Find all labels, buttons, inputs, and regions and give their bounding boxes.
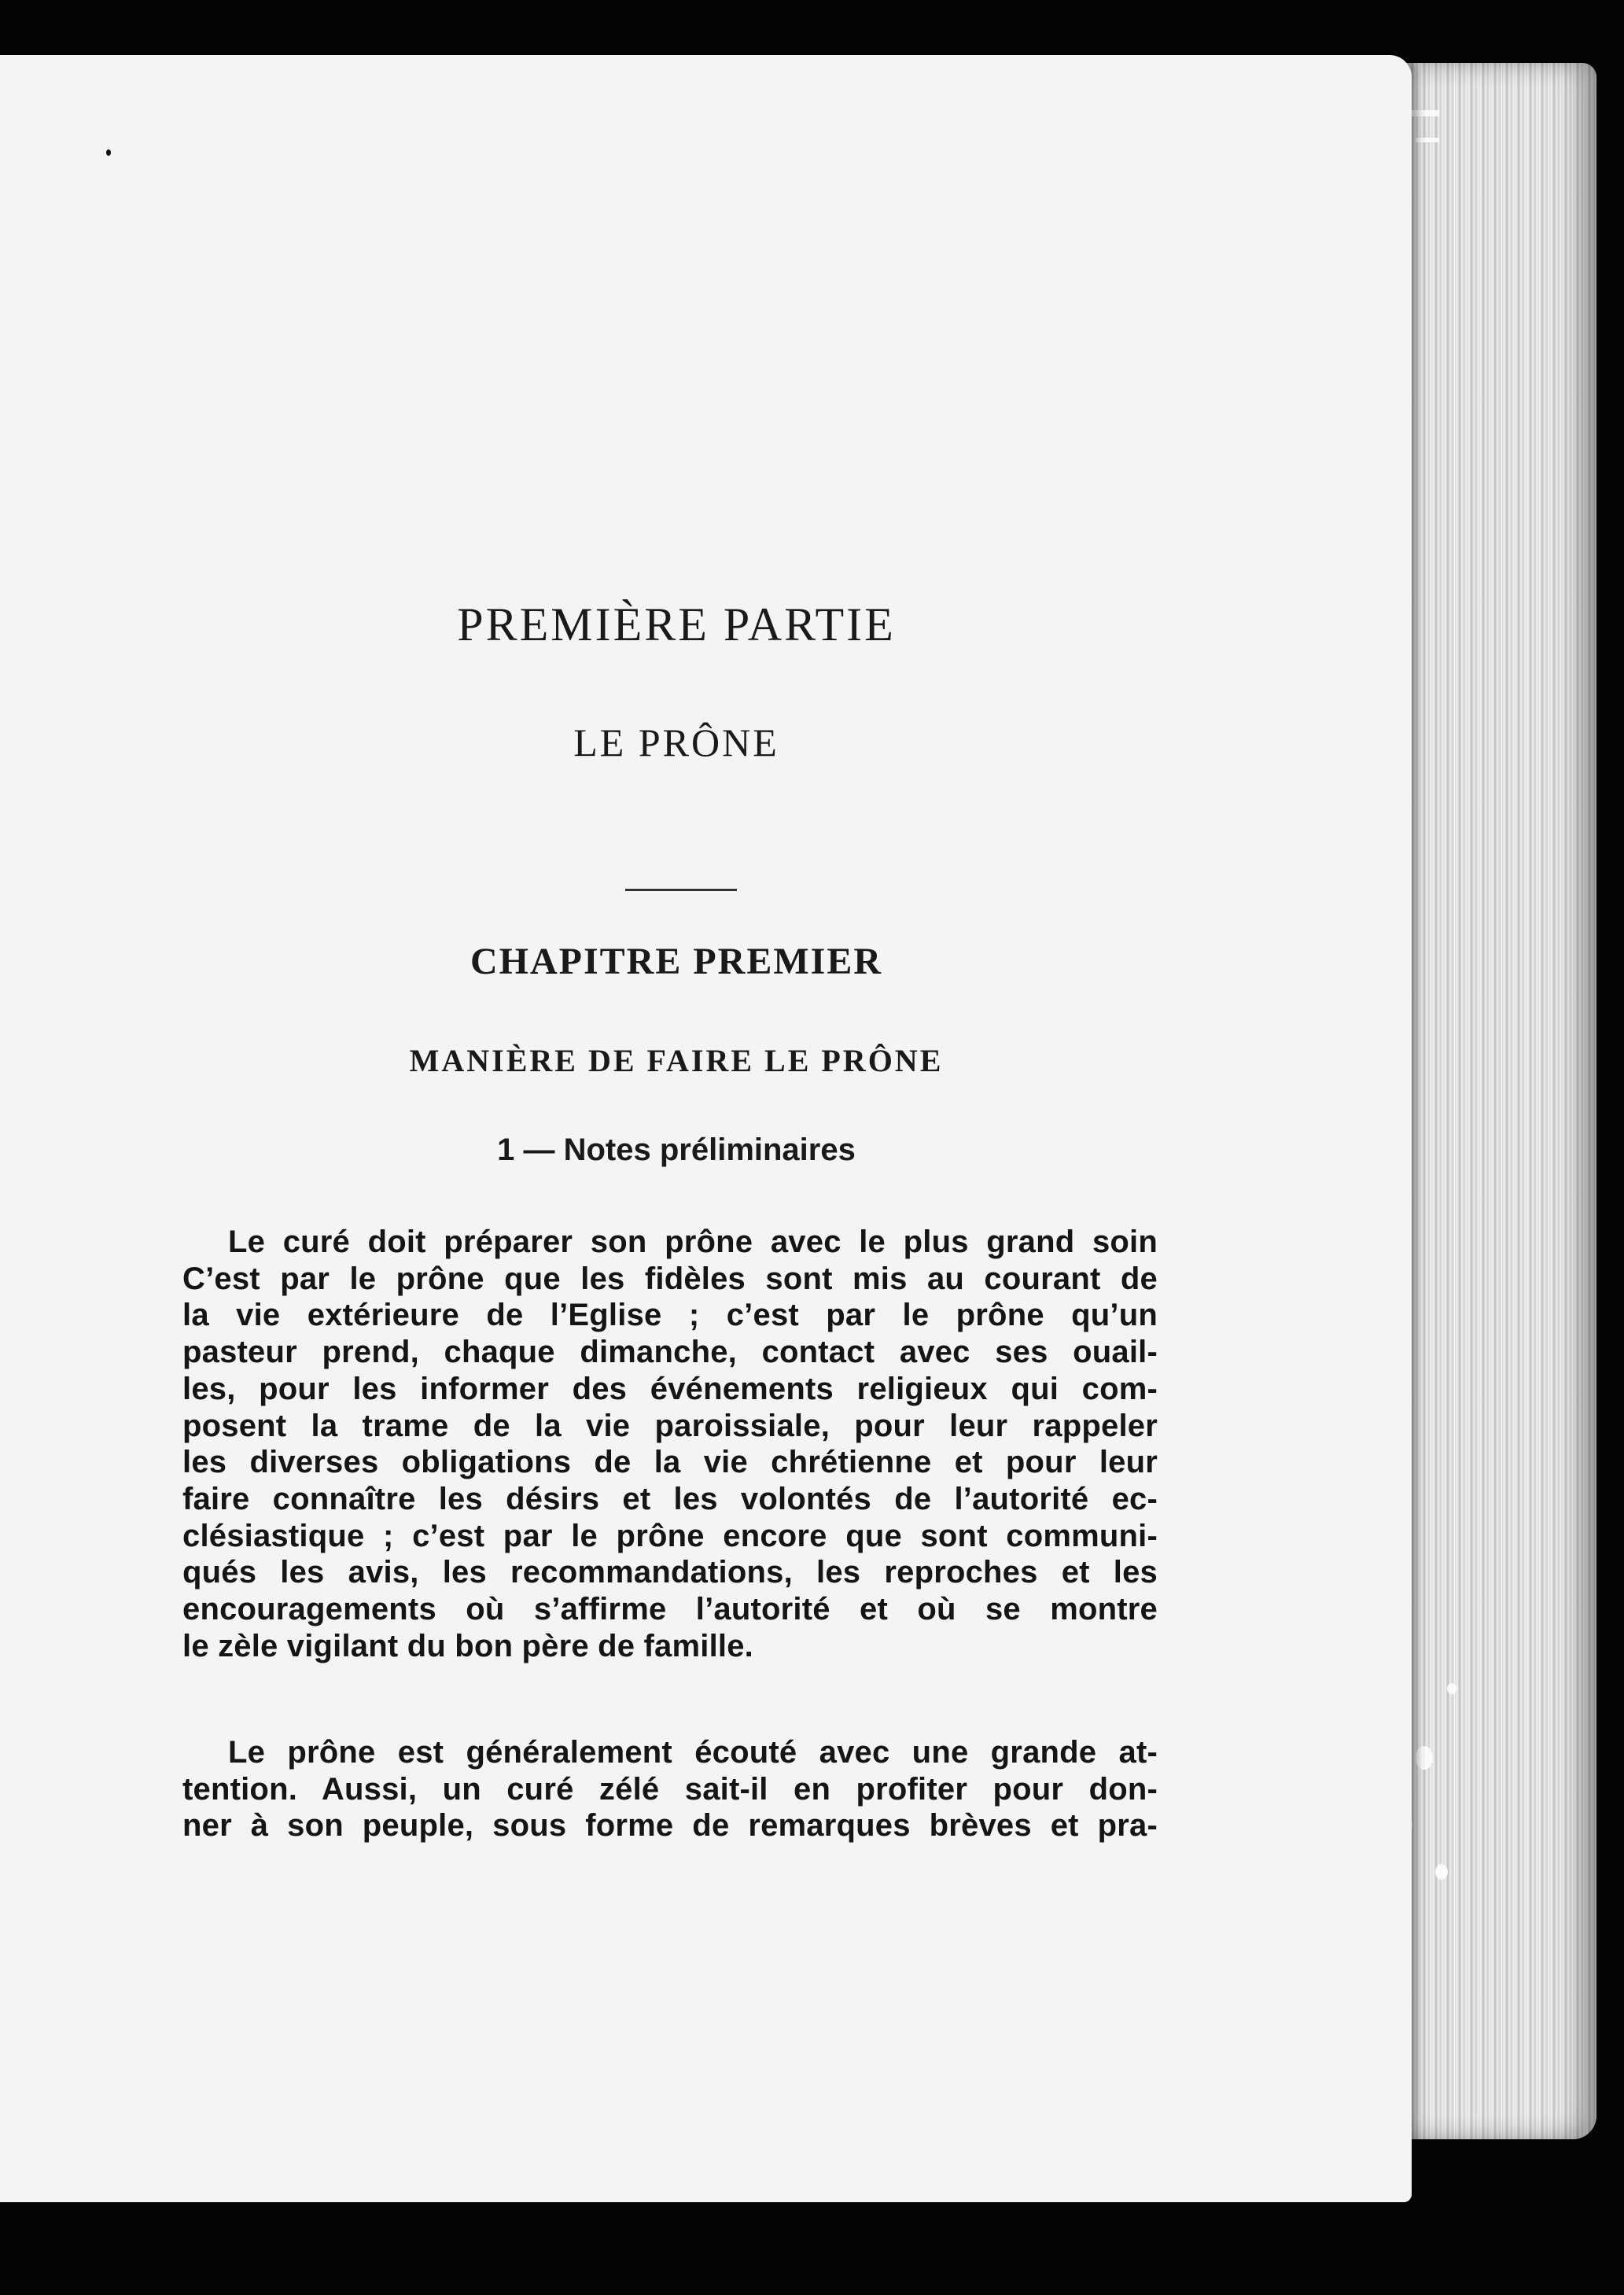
text-line: le zèle vigilant du bon père de famille. (182, 1628, 753, 1663)
text-line: la vie extérieure de l’Eglise ; c’est par le prône qu’un (182, 1298, 1158, 1333)
separator-rule (625, 889, 737, 891)
paragraph-2 (182, 1734, 1158, 1844)
text-line: qués les avis, les recommandations, les reproches et les (182, 1555, 1158, 1590)
text-line: tention. Aussi, un curé zélé sait-il en profiter pour don- (182, 1771, 1158, 1807)
page-content (0, 55, 1412, 2202)
part-subtitle: LE PRÔNE (573, 720, 779, 764)
text-line: encouragements où s’affirme l’autorité et où se montre (182, 1592, 1158, 1627)
section-title: 1 — Notes préliminaires (497, 1133, 856, 1167)
book-page (0, 55, 1412, 2202)
paragraph-1 (182, 1224, 1158, 1664)
text-line: clésiastique ; c’est par le prône encore que sont communi- (182, 1518, 1158, 1553)
text-line: pasteur prend, chaque dimanche, contact avec ses ouail- (182, 1335, 1158, 1370)
text-line: posent la trame de la vie paroissiale, pour leur rappeler (182, 1408, 1158, 1443)
text-line: ner à son peuple, sous forme de remarques brèves et pra- (182, 1808, 1158, 1844)
text-line: Le curé doit préparer son prône avec le plus grand soin (228, 1225, 1158, 1259)
text-line: les diverses obligations de la vie chrétienne et pour leur (182, 1445, 1158, 1480)
chapter-subtitle: MANIÈRE DE FAIRE LE PRÔNE (409, 1043, 944, 1078)
part-title: PREMIÈRE PARTIE (457, 599, 896, 650)
text-line: les, pour les informer des événements religieux qui com- (182, 1371, 1158, 1406)
chapter-title: CHAPITRE PREMIER (470, 941, 883, 982)
text-line: faire connaître les désirs et les volontés de l’autorité ec- (182, 1481, 1158, 1516)
text-line: C’est par le prône que les fidèles sont mis au courant de (182, 1261, 1158, 1296)
text-line: Le prône est généralement écouté avec une grande at- (228, 1735, 1158, 1770)
